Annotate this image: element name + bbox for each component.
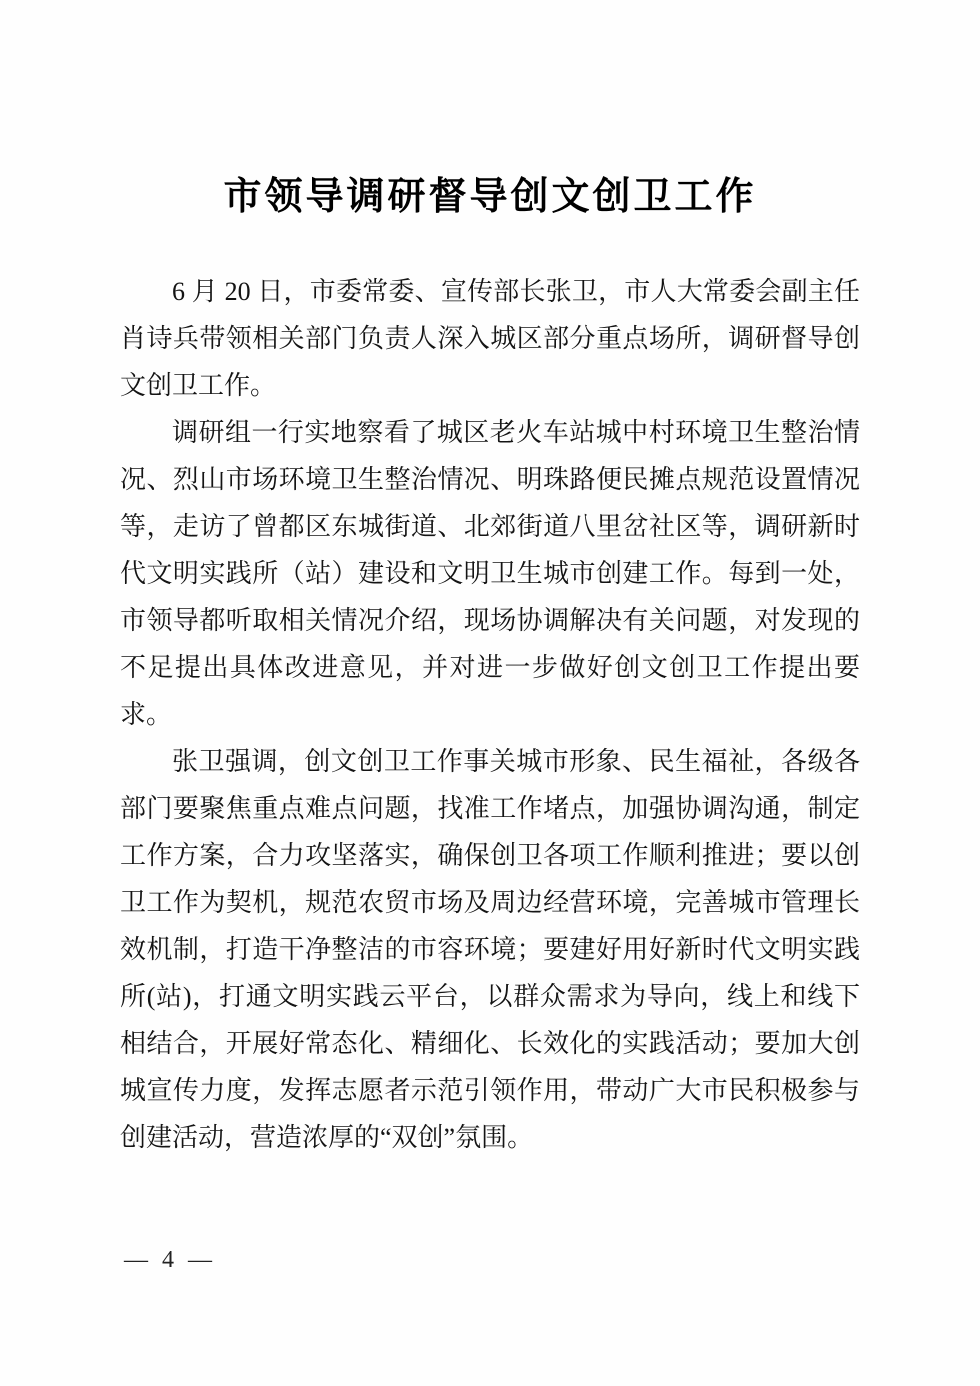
paragraph-3: 张卫强调，创文创卫工作事关城市形象、民生福祉，各级各部门要聚焦重点难点问题，找准工作堵点，加强协调沟通，制定工作方案，合力攻坚落实，确保创卫各项工作顺利推进；要以创卫工作为契机，规范农贸市场及周边经营环境，完善城市管理长效机制，打造干净整洁的市容环境；要建好用好新时代文明实践所(站)，打通文明实践云平台，以群众需求为导向，线上和线下相结合，开展好常态化、精细化、长效化的实践活动；要加大创城宣传力度，发挥志愿者示范引领作用，带动广大市民积极参与创建活动，营造浓厚的“双创”氛围。 bbox=[120, 747, 860, 1152]
page-title: 市领导调研督导创文创卫工作 bbox=[223, 176, 757, 218]
document-body bbox=[120, 268, 860, 1161]
page-number: — 4 — bbox=[124, 1247, 216, 1273]
paragraph-1: 6 月 20 日，市委常委、宣传部长张卫，市人大常委会副主任肖诗兵带领相关部门负责人深入城区部分重点场所，调研督导创文创卫工作。 bbox=[120, 277, 860, 400]
paragraph-2: 调研组一行实地察看了城区老火车站城中村环境卫生整治情况、烈山市场环境卫生整治情况、明珠路便民摊点规范设置情况等，走访了曾都区东城街道、北郊街道八里岔社区等，调研新时代文明实践所（站）建设和文明卫生城市创建工作。每到一处，市领导都听取相关情况介绍，现场协调解决有关问题，对发现的不足提出具体改进意见，并对进一步做好创文创卫工作提出要求。 bbox=[120, 418, 860, 729]
